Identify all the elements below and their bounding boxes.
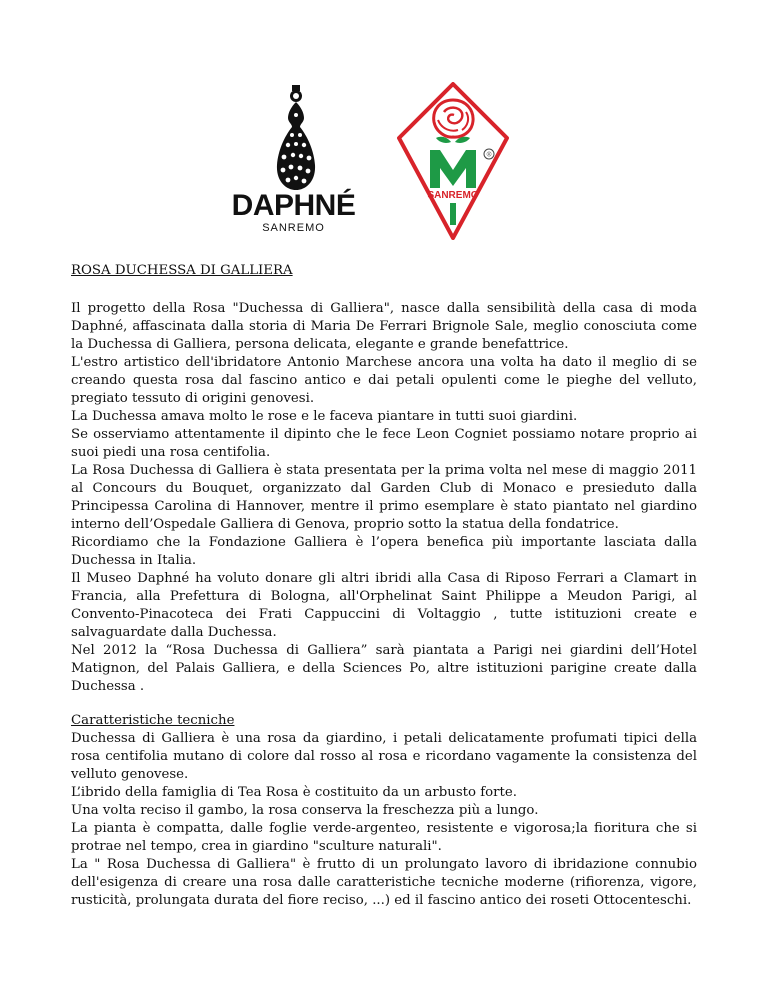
paragraph: Il progetto della Rosa "Duchessa di Galliera", nasce dalla sensibilità della casa di moda Daphné, affascinata dalla storia di Maria De Ferrari Brignole Sale, meglio conosciuta come la Duchessa di Galliera, persona delicata, elegante e grande benefattrice. xyxy=(71,301,697,352)
paragraph: L'estro artistico dell'ibridatore Antonio Marchese ancora una volta ha dato il meglio di se creando questa rosa dal fascino antico e dai petali opulenti come le pieghe del velluto, pregiato tessuto di origini genovesi. xyxy=(71,355,697,406)
registered-mark: ® xyxy=(486,151,492,159)
sanremo-rose-logo xyxy=(396,82,510,240)
paragraph: La Duchessa amava molto le rose e le faceva piantare in tutti suoi giardini. xyxy=(71,409,578,424)
paragraph: L’ibrido della famiglia di Tea Rosa è costituito da un arbusto forte. xyxy=(71,785,517,800)
paragraph: Se osserviamo attentamente il dipinto che le fece Leon Cogniet possiamo notare proprio ai suoi piedi una rosa centifolia. xyxy=(71,427,697,460)
paragraph: La Rosa Duchessa di Galliera è stata presentata per la prima volta nel mese di maggio 2011 al Concours du Bouquet, organizzato dal Garden Club di Monaco e presieduto dalla Principessa Carolina di Hannover, mentre il primo esemplare è stato piantato nel giardino interno dell’Ospedale Galliera di Genova, proprio sotto la statua della fondatrice. xyxy=(71,463,697,532)
section-heading: Caratteristiche tecniche xyxy=(71,713,235,728)
perfume-bottle-icon xyxy=(274,85,318,191)
rose-icon xyxy=(434,100,473,137)
paragraph: Nel 2012 la “Rosa Duchessa di Galliera” sarà piantata a Parigi nei giardini dell’Hotel Matignon, del Palais Galliera, e della Sciences Po, altre istituzioni parigine create dalla Duchessa . xyxy=(71,643,697,694)
document-title: ROSA DUCHESSA DI GALLIERA xyxy=(71,263,293,278)
paragraph: Il Museo Daphné ha voluto donare gli altri ibridi alla Casa di Riposo Ferrari a Clamart in Francia, alla Prefettura di Bologna, all'Orphelinat Saint Philippe a Meudon Parigi, al Convento-Pinacoteca dei Frati Cappuccini di Voltaggio , tutte istituzioni create e salvaguardate dalla Duchessa. xyxy=(71,571,697,640)
daphne-wordmark: DAPHNÉ xyxy=(231,189,356,222)
daphne-logo xyxy=(226,85,361,235)
paragraph: La " Rosa Duchessa di Galliera" è frutto di un prolungato lavoro di ibridazione connubio dell'esigenza di creare una rosa dalle caratteristiche tecniche moderne (rifiorenza, vigore, rusticità, prolungata durata del fiore reciso, ...) ed il fascino antico dei roseti Ottocenteschi. xyxy=(71,857,697,908)
daphne-subtitle: SANREMO xyxy=(262,222,325,234)
paragraph: Una volta reciso il gambo, la rosa conserva la freschezza più a lungo. xyxy=(71,803,539,818)
paragraph: Duchessa di Galliera è una rosa da giardino, i petali delicatamente profumati tipici della rosa centifolia mutano di colore dal rosso al rosa e ricordano vagamente la consistenza del velluto genovese. xyxy=(71,731,697,782)
paragraph: Ricordiamo che la Fondazione Galliera è l’opera benefica più importante lasciata dalla Duchessa in Italia. xyxy=(71,535,697,568)
sanremo-badge-label: SANREMO xyxy=(427,190,479,201)
paragraph: La pianta è compatta, dalle foglie verde-argenteo, resistente e vigorosa;la fioritura che si protrae nel tempo, crea in giardino "sculture naturali". xyxy=(71,821,697,854)
document-body xyxy=(71,262,697,910)
